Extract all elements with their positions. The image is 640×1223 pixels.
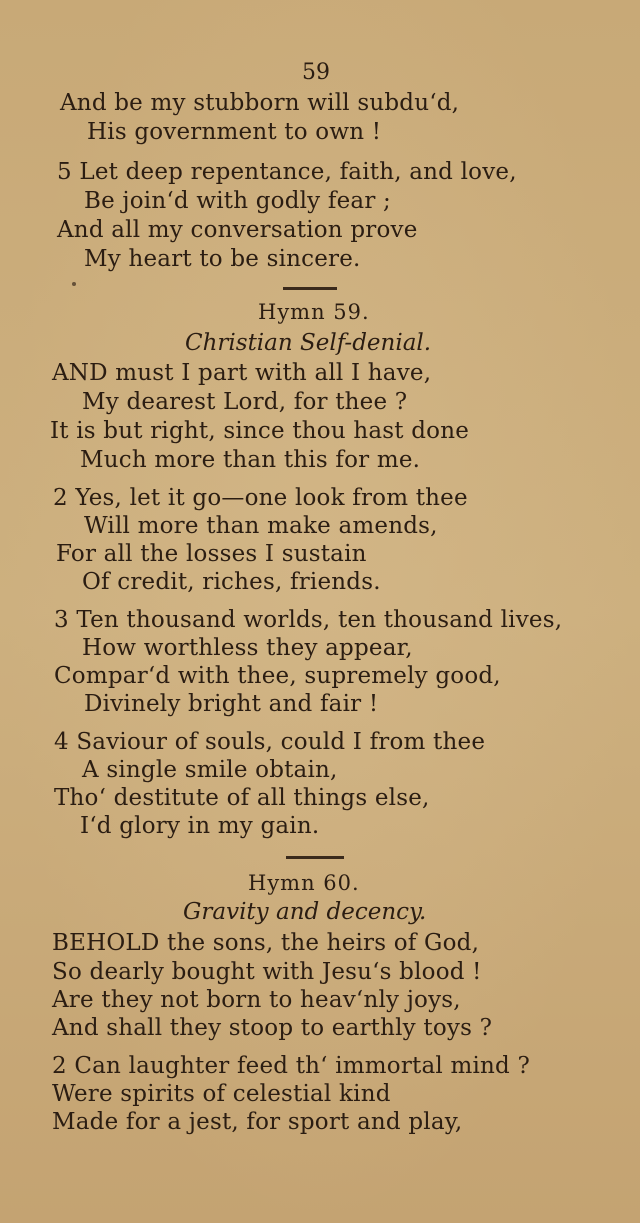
verse-line: Much more than this for me. [80,447,421,473]
section-divider [283,287,337,290]
verse-line: So dearly bought with Jesu‘s blood ! [52,959,482,985]
verse-line: My heart to be sincere. [84,246,361,272]
page-number: 59 [302,60,330,85]
verse-line: I‘d glory in my gain. [80,813,320,839]
verse-line: A single smile obtain, [82,757,338,783]
verse-line: And all my conversation prove [57,217,418,243]
verse-line: BEHOLD the sons, the heirs of God, [52,930,480,956]
section-divider [286,856,344,859]
verse-line: For all the losses I sustain [56,541,367,567]
verse-line: Were spirits of celestial kind [52,1081,391,1107]
verse-line: 4 Saviour of souls, could I from thee [54,729,486,755]
verse-line: Made for a jest, for sport and play, [52,1109,463,1135]
ink-speck [72,282,76,286]
hymn-title: Christian Self-denial. [185,330,432,356]
verse-line: Divinely bright and fair ! [84,691,379,717]
verse-line: It is but right, since thou hast done [50,418,470,444]
verse-line: My dearest Lord, for thee ? [82,389,408,415]
hymn-heading: Hymn 60. [248,871,360,895]
verse-line: How worthless they appear, [82,635,413,661]
verse-line: Are they not born to heav‘nly joys, [52,987,461,1013]
hymn-title: Gravity and decency. [183,899,427,925]
verse-line: Compar‘d with thee, supremely good, [54,663,501,689]
verse-line: AND must I part with all I have, [52,360,432,386]
verse-line: His government to own ! [87,119,382,145]
verse-line: 5 Let deep repentance, faith, and love, [57,159,517,185]
hymn-heading: Hymn 59. [258,300,370,324]
verse-line: Will more than make amends, [84,513,438,539]
verse-line: 2 Can laughter feed th‘ immortal mind ? [52,1053,530,1079]
verse-line: And be my stubborn will subdu‘d, [60,90,460,116]
verse-line: 2 Yes, let it go—one look from thee [53,485,468,511]
verse-line: Be join‘d with godly fear ; [84,188,391,214]
verse-line: And shall they stoop to earthly toys ? [52,1015,493,1041]
verse-line: 3 Ten thousand worlds, ten thousand lives, [54,607,563,633]
verse-line: Tho‘ destitute of all things else, [54,785,430,811]
verse-line: Of credit, riches, friends. [82,569,381,595]
